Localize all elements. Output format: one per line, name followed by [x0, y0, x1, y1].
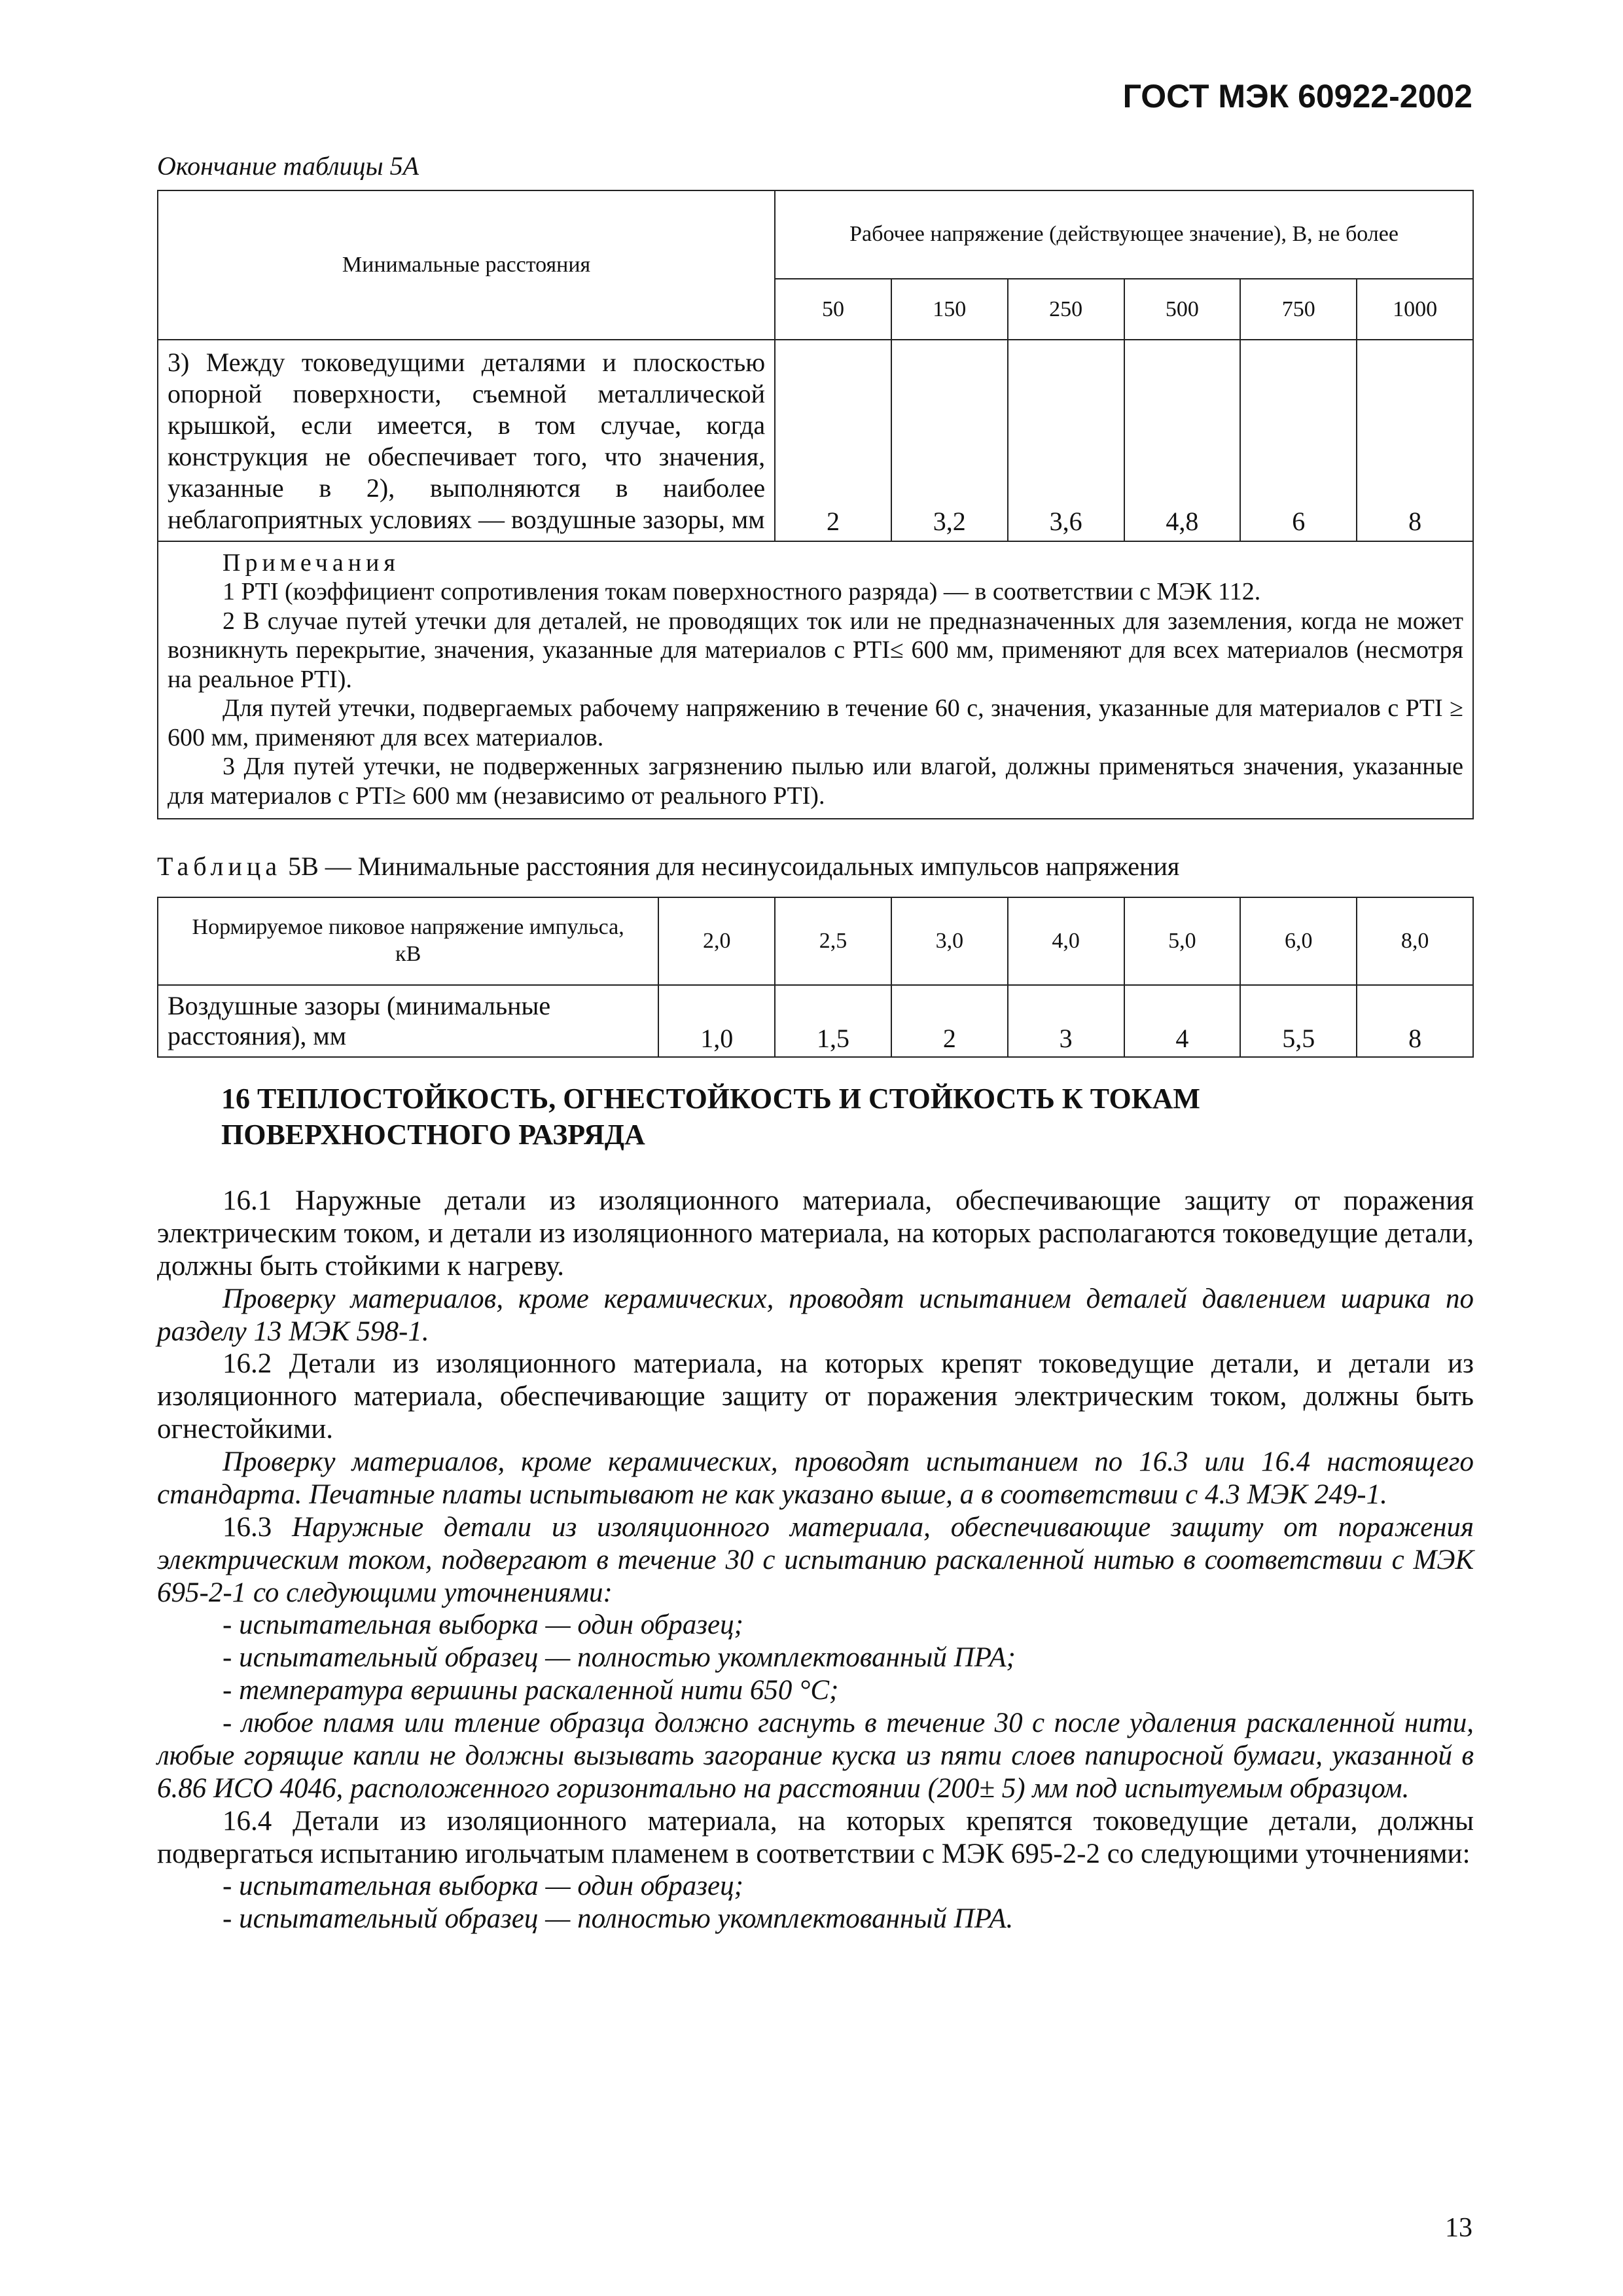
- table-5a: [157, 190, 1474, 819]
- table-5a-continuation-label: Окончание таблицы 5A: [157, 151, 419, 181]
- section-16-body: [157, 1185, 1474, 1935]
- list-item: - температура вершины раскаленной нити 650 °С;: [223, 1675, 839, 1706]
- paragraph-16-3-number: 16.3: [223, 1511, 272, 1543]
- paragraph-16-4: 16.4 Детали из изоляционного материала, на которых крепятся токоведущие детали, должны подвергаться испытанию игольчатым пламенем в соответствии с МЭК 695-2-2 со следующими уточнениями:: [157, 1805, 1474, 1869]
- voltage-cell: 250: [1008, 279, 1124, 340]
- paragraph-16-3-text: Наружные детали из изоляционного материала, обеспечивающие защиту от поражения электрическим током, подвергают в течение 30 с испытанию раскаленной нитью в соответствии с МЭК 695-2-1 со следующими уточнениями:: [157, 1511, 1474, 1608]
- voltage-cell: 50: [775, 279, 891, 340]
- table-5b: [157, 897, 1474, 1058]
- table-5a-row-description: 3) Между токоведущими деталями и плоскостью опорной поверхности, съемной металлической крышкой, если имеется, в том случае, когда конструкция не обеспечивает того, что значения, указанные в 2), выполняются в наиболее неблагоприятных условиях — воздушные зазоры, мм: [158, 340, 775, 541]
- note-item: Для путей утечки, подвергаемых рабочему напряжению в течение 60 с, значения, указанные для материалов с PTI ≥ 600 мм, применяют для всех материалов.: [168, 694, 1463, 751]
- clearance-cell: 1,0: [658, 985, 775, 1057]
- impulse-voltage-cell: 2,5: [775, 897, 891, 985]
- impulse-voltage-cell: 6,0: [1240, 897, 1357, 985]
- value-cell: 3,2: [891, 340, 1008, 541]
- page-number: 13: [1445, 2213, 1472, 2243]
- notes-title: Примечания: [223, 549, 400, 577]
- table-5a-header-distances: Минимальные расстояния: [158, 190, 775, 340]
- table-5b-caption-text: 5B — Минимальные расстояния для несинусоидальных импульсов напряжения: [288, 852, 1180, 881]
- paragraph-16-1-check: Проверку материалов, кроме керамических, проводят испытанием деталей давлением шарика по разделу 13 МЭК 598-1.: [157, 1283, 1474, 1347]
- voltage-cell: 750: [1240, 279, 1357, 340]
- clearance-cell: 4: [1124, 985, 1241, 1057]
- table-5b-row1-label: Нормируемое пиковое напряжение импульса, кВ: [158, 897, 658, 985]
- list-item: - испытательная выборка — один образец;: [223, 1871, 743, 1902]
- voltage-cell: 500: [1124, 279, 1241, 340]
- paragraph-16-1: 16.1 Наружные детали из изоляционного материала, обеспечивающие защиту от поражения электрическим током, и детали из изоляционного материала, на которых располагаются токоведущие детали, должны быть стойкими к нагреву.: [157, 1185, 1474, 1282]
- list-item: - испытательный образец — полностью укомплектованный ПРА;: [223, 1642, 1016, 1674]
- impulse-voltage-cell: 2,0: [658, 897, 775, 985]
- section-16-heading: 16 ТЕПЛОСТОЙКОСТЬ, ОГНЕСТОЙКОСТЬ И СТОЙКОСТЬ К ТОКАМ ПОВЕРХНОСТНОГО РАЗРЯДА: [221, 1083, 1200, 1151]
- paragraph-16-3: [157, 1511, 1474, 1609]
- note-item: 2 В случае путей утечки для деталей, не проводящих ток или не предназначенных для заземления, когда не может возникнуть перекрытие, значения, указанные для материалов с PTI≤ 600 мм, применяют для всех материалов (несмотря на реальное PTI).: [168, 607, 1463, 693]
- note-item: 3 Для путей утечки, не подверженных загрязнению пылью или влагой, должны применяться значения, указанные для материалов с PTI≥ 600 мм (независимо от реального PTI).: [168, 753, 1463, 810]
- impulse-voltage-cell: 5,0: [1124, 897, 1241, 985]
- list-item: - испытательный образец — полностью укомплектованный ПРА.: [223, 1903, 1014, 1935]
- value-cell: 8: [1357, 340, 1473, 541]
- impulse-voltage-cell: 3,0: [891, 897, 1008, 985]
- table-5b-caption-word: Таблица: [157, 852, 282, 881]
- document-id: ГОСТ МЭК 60922-2002: [1122, 78, 1472, 115]
- table-5a-notes: [158, 541, 1473, 819]
- clearance-cell: 8: [1357, 985, 1473, 1057]
- value-cell: 6: [1240, 340, 1357, 541]
- value-cell: 2: [775, 340, 891, 541]
- impulse-voltage-cell: 4,0: [1008, 897, 1124, 985]
- paragraph-16-2: 16.2 Детали из изоляционного материала, на которых крепят токоведущие детали, и детали из изоляционного материала, обеспечивающие защиту от поражения электрическим током, должны быть огнестойкими.: [157, 1348, 1474, 1445]
- voltage-cell: 150: [891, 279, 1008, 340]
- table-5a-header-voltage: Рабочее напряжение (действующее значение), В, не более: [775, 190, 1473, 279]
- note-item: 1 PTI (коэффициент сопротивления токам поверхностного разряда) — в соответствии с МЭК 112.: [223, 578, 1261, 606]
- paragraph-16-2-check: Проверку материалов, кроме керамических, проводят испытанием по 16.3 или 16.4 настоящего стандарта. Печатные платы испытывают не как указано выше, а в соответствии с 4.3 МЭК 249-1.: [157, 1446, 1474, 1510]
- table-5b-caption: [157, 851, 1179, 882]
- value-cell: 4,8: [1124, 340, 1241, 541]
- impulse-voltage-cell: 8,0: [1357, 897, 1473, 985]
- clearance-cell: 3: [1008, 985, 1124, 1057]
- value-cell: 3,6: [1008, 340, 1124, 541]
- table-5b-row2-label: Воздушные зазоры (минимальные расстояния), мм: [158, 985, 658, 1057]
- list-item: - испытательная выборка — один образец;: [223, 1609, 743, 1641]
- list-item: - любое пламя или тление образца должно гаснуть в течение 30 с после удаления раскаленной нити, любые горящие капли не должны вызывать загорание куска из пяти слоев папиросной бумаги, указанной в 6.86 ИСО 4046, расположенного горизонтально на расстоянии (200± 5) мм под испытуемым образцом.: [157, 1708, 1474, 1804]
- clearance-cell: 5,5: [1240, 985, 1357, 1057]
- voltage-cell: 1000: [1357, 279, 1473, 340]
- clearance-cell: 2: [891, 985, 1008, 1057]
- clearance-cell: 1,5: [775, 985, 891, 1057]
